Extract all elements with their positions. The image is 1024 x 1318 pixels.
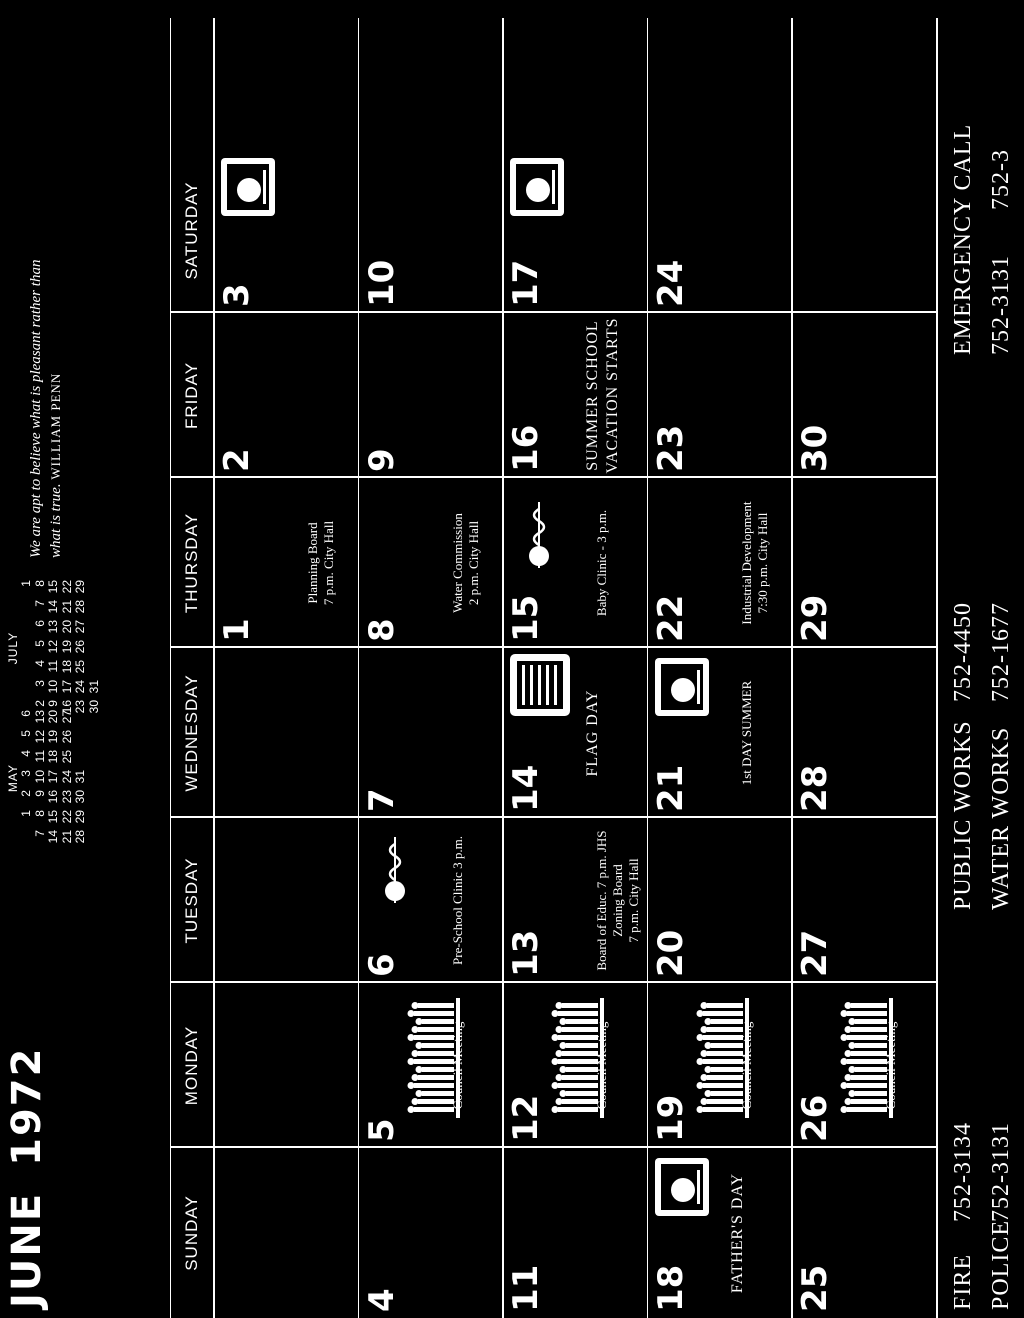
- mini-day: 6: [32, 620, 47, 627]
- day-cell: [647, 648, 792, 818]
- mini-day: 30: [73, 790, 87, 804]
- mini-day: [20, 618, 34, 638]
- mini-day: 31: [86, 680, 101, 694]
- holiday-stamp-icon: [219, 156, 282, 218]
- day-number: 21: [650, 764, 691, 812]
- mini-day: [88, 598, 102, 618]
- mini-calendar-july: [6, 578, 101, 718]
- day-cell: [358, 148, 503, 313]
- day-number: 22: [650, 594, 691, 642]
- public-works-label: PUBLIC WORKS: [950, 720, 976, 910]
- day-cell: [791, 648, 936, 818]
- day-cell: [502, 478, 647, 648]
- event-text: FATHER'S DAY: [728, 1172, 746, 1294]
- mini-day: 25: [59, 750, 74, 764]
- mini-day: 29: [73, 580, 87, 594]
- day-number: 14: [506, 764, 547, 812]
- mini-day: 17: [59, 680, 74, 694]
- day-cell: [358, 313, 503, 478]
- day-cell: [213, 983, 358, 1148]
- day-number: 18: [650, 1264, 691, 1312]
- day-number: 28: [795, 764, 836, 812]
- mini-day: 7: [32, 600, 47, 607]
- mini-day: 14: [46, 600, 60, 614]
- police-label: POLICE: [988, 1220, 1014, 1310]
- day-header-thursday: THURSDAY: [182, 512, 201, 614]
- day-cell: [358, 1148, 503, 1318]
- mini-day: 2: [19, 790, 33, 797]
- quote-author: WILLIAM PENN: [48, 372, 63, 480]
- day-cell: [213, 148, 358, 313]
- day-cell: [502, 818, 647, 983]
- day-cell: [213, 478, 358, 648]
- mini-week-row: [88, 578, 102, 718]
- event-text: Pre-School Clinic 3 p.m.: [449, 836, 465, 965]
- day-number: 13: [506, 929, 547, 977]
- mini-day: 11: [32, 750, 47, 763]
- day-header-saturday: SATURDAY: [182, 181, 201, 280]
- mini-day: 5: [19, 730, 33, 737]
- day-cell: [647, 313, 792, 478]
- mini-day: 3: [19, 770, 33, 777]
- quote: [26, 38, 66, 558]
- event-text: Baby Clinic - 3 p.m.: [594, 509, 610, 617]
- day-header-sunday: SUNDAY: [182, 1195, 201, 1271]
- mini-week-row: [47, 708, 61, 848]
- emergency-number-1: 752-3131: [988, 255, 1014, 355]
- mini-week-row: [34, 708, 48, 848]
- day-number: 25: [795, 1264, 836, 1312]
- mini-day: 20: [46, 710, 60, 724]
- mini-day: 2: [32, 700, 47, 707]
- day-cell: [358, 648, 503, 818]
- mini-day: 12: [46, 640, 60, 654]
- day-number: 9: [361, 448, 402, 472]
- mini-day: 31: [73, 770, 87, 784]
- emergency-number-2: 752-3: [988, 149, 1014, 210]
- quote-line: what is true.: [48, 483, 64, 558]
- mini-day: 21: [59, 600, 74, 614]
- day-number: 6: [361, 953, 402, 977]
- mini-day: [20, 678, 34, 698]
- day-number: 16: [506, 424, 547, 472]
- mini-day: 23: [73, 700, 87, 714]
- day-number: 15: [506, 594, 547, 642]
- day-number: 10: [361, 259, 402, 307]
- mini-calendar-may: [6, 708, 88, 848]
- day-header-tuesday: TUESDAY: [182, 857, 201, 944]
- day-header-friday: FRIDAY: [182, 361, 201, 430]
- flag-stamp-icon: [508, 652, 577, 718]
- mini-day: [20, 828, 34, 848]
- day-cell: [791, 148, 936, 313]
- emergency-footer: [935, 0, 1024, 1318]
- day-cell: [502, 313, 647, 478]
- mini-day: 19: [46, 730, 60, 744]
- mini-week-row: [34, 578, 48, 718]
- mini-day: 27: [59, 710, 74, 724]
- year-label: 1972: [4, 1046, 50, 1166]
- event-text: Board of Educ. 7 p.m. JHS: [594, 830, 610, 971]
- holiday-stamp-icon: [653, 656, 716, 718]
- caduceus-icon: [514, 500, 569, 570]
- mini-day: 13: [46, 620, 60, 634]
- event-text: Council Meeting: [883, 1021, 899, 1110]
- day-cell: [502, 648, 647, 818]
- day-cell: [213, 313, 358, 478]
- event-text: FLAG DAY: [584, 689, 602, 777]
- day-cell: [502, 1148, 647, 1318]
- public-works-number: 752-4450: [950, 602, 976, 702]
- mini-day: [88, 578, 102, 598]
- holiday-stamp-icon: [508, 156, 571, 218]
- mini-day: 27: [73, 620, 87, 634]
- day-cell: [791, 1148, 936, 1318]
- day-number: 26: [795, 1094, 836, 1142]
- mini-day: 30: [86, 700, 101, 714]
- mini-day: 25: [73, 660, 87, 674]
- mini-day: [20, 698, 34, 718]
- mini-day: 18: [59, 660, 74, 674]
- mini-day: 24: [59, 770, 74, 784]
- mini-day: [20, 638, 34, 658]
- mini-day: 5: [32, 640, 47, 647]
- day-cell: [502, 983, 647, 1148]
- event-text: Zoning Board: [610, 864, 626, 937]
- mini-week-row: [20, 578, 34, 718]
- mini-day: 8: [32, 580, 47, 587]
- mini-week-row: [74, 708, 88, 848]
- event-text: Water Commission: [449, 513, 465, 613]
- mini-day: 23: [59, 790, 74, 804]
- event-text: 7 p.m. City Hall: [626, 858, 642, 943]
- day-cell: [213, 648, 358, 818]
- day-number: 4: [361, 1288, 402, 1312]
- police-number: 752-3131: [988, 1122, 1014, 1222]
- mini-day: [20, 658, 34, 678]
- caduceus-icon: [370, 835, 425, 905]
- day-number: 29: [795, 594, 836, 642]
- calendar-grid: [170, 18, 936, 1318]
- month-title: [2, 888, 52, 1308]
- mini-calendar-grid: [20, 708, 88, 848]
- mini-day: 16: [59, 700, 74, 714]
- mini-week-row: [47, 578, 61, 718]
- mini-day: 6: [19, 710, 33, 717]
- mini-day: 28: [73, 830, 87, 844]
- day-cell: [502, 148, 647, 313]
- mini-day: 13: [32, 710, 47, 724]
- mini-day: 15: [46, 580, 60, 594]
- mini-day: 10: [32, 770, 47, 784]
- fire-label: FIRE: [950, 1253, 976, 1310]
- day-cell: [647, 818, 792, 983]
- day-header-monday: MONDAY: [182, 1025, 201, 1106]
- day-number: 1: [217, 618, 257, 642]
- mini-day: [74, 728, 88, 748]
- day-cell: [647, 478, 792, 648]
- mini-day: [88, 618, 102, 638]
- mini-day: 29: [73, 810, 87, 824]
- day-cell: [791, 983, 936, 1148]
- water-works-label: WATER WORKS: [988, 726, 1014, 910]
- mini-day: 10: [46, 680, 60, 694]
- mini-day: [88, 658, 102, 678]
- mini-day: 18: [46, 750, 60, 764]
- emergency-calls-label: EMERGENCY CALL: [950, 123, 976, 355]
- mini-day: [74, 748, 88, 768]
- day-cell: [213, 818, 358, 983]
- mini-day: 7: [32, 830, 47, 837]
- mini-day: 21: [59, 830, 74, 844]
- day-number: 27: [795, 929, 836, 977]
- mini-day: 4: [32, 660, 47, 667]
- mini-day: 24: [73, 680, 87, 694]
- mini-day: 9: [46, 700, 60, 707]
- day-number: 5: [361, 1118, 402, 1142]
- day-cell: [647, 1148, 792, 1318]
- day-number: 19: [650, 1094, 691, 1142]
- day-cell: [791, 818, 936, 983]
- fire-number: 752-3134: [950, 1122, 976, 1222]
- mini-day: 17: [46, 770, 60, 784]
- day-cell: [358, 983, 503, 1148]
- mini-day: 22: [59, 810, 74, 824]
- event-text: SUMMER SCHOOL: [584, 320, 602, 471]
- day-number: 23: [650, 424, 691, 472]
- event-text: Council Meeting: [449, 1021, 465, 1110]
- mini-day: 1: [19, 580, 33, 587]
- mini-day: 8: [32, 810, 47, 817]
- mini-day: 26: [73, 640, 87, 654]
- mini-day: 3: [32, 680, 47, 687]
- mini-day: [88, 638, 102, 658]
- day-number: 8: [361, 618, 402, 642]
- event-text: Planning Board: [305, 522, 320, 604]
- mini-day: 11: [46, 660, 60, 673]
- day-number: 3: [217, 283, 257, 307]
- event-text: VACATION STARTS: [604, 317, 622, 474]
- mini-day: 26: [59, 730, 74, 744]
- mini-day: [20, 598, 34, 618]
- event-text: 1st DAY SUMMER: [738, 680, 754, 786]
- mini-week-row: [20, 708, 34, 848]
- mini-week-row: [74, 578, 88, 718]
- day-number: 11: [506, 1264, 547, 1312]
- event-text: Industrial Development: [738, 501, 754, 625]
- mini-day: 12: [32, 730, 47, 744]
- day-number: 24: [650, 259, 691, 307]
- month-name: JUNE: [4, 1191, 50, 1308]
- day-number: 20: [650, 929, 691, 977]
- mini-day: 19: [59, 640, 74, 654]
- mini-month-name: JULY: [6, 631, 20, 665]
- mini-day: 9: [32, 790, 47, 797]
- day-cell: [647, 148, 792, 313]
- mini-day: 1: [19, 810, 33, 817]
- quote-line: We are apt to believe what is pleasant rather than: [28, 259, 44, 558]
- day-cell: [358, 818, 503, 983]
- holiday-stamp-icon: [653, 1156, 716, 1218]
- day-number: 2: [217, 448, 257, 472]
- day-cell: [791, 313, 936, 478]
- day-number: 12: [506, 1094, 547, 1142]
- mini-calendar-grid: [20, 578, 101, 718]
- mini-day: 22: [59, 580, 74, 594]
- event-text: 7:30 p.m. City Hall: [754, 512, 770, 614]
- mini-day: 15: [46, 810, 60, 824]
- mini-month-name: MAY: [6, 763, 20, 793]
- day-header-wednesday: WEDNESDAY: [182, 674, 201, 792]
- mini-day: 20: [59, 620, 74, 634]
- day-cell: [791, 478, 936, 648]
- mini-day: 14: [46, 830, 60, 844]
- mini-day: 16: [46, 790, 60, 804]
- day-number: 17: [506, 259, 547, 307]
- day-number: 7: [361, 788, 402, 812]
- mini-day: 4: [19, 750, 33, 757]
- day-cell: [358, 478, 503, 648]
- mini-week-row: [61, 708, 75, 848]
- day-number: 30: [795, 424, 836, 472]
- event-text: 7 p.m. City Hall: [321, 520, 336, 606]
- event-text: Council Meeting: [738, 1021, 754, 1110]
- mini-week-row: [61, 578, 75, 718]
- event-text: Council Meeting: [594, 1021, 610, 1110]
- event-text: 2 p.m. City Hall: [465, 520, 481, 606]
- water-works-number: 752-1677: [988, 602, 1014, 702]
- day-cell: [647, 983, 792, 1148]
- day-cell: [213, 1148, 358, 1318]
- mini-day: 28: [73, 600, 87, 614]
